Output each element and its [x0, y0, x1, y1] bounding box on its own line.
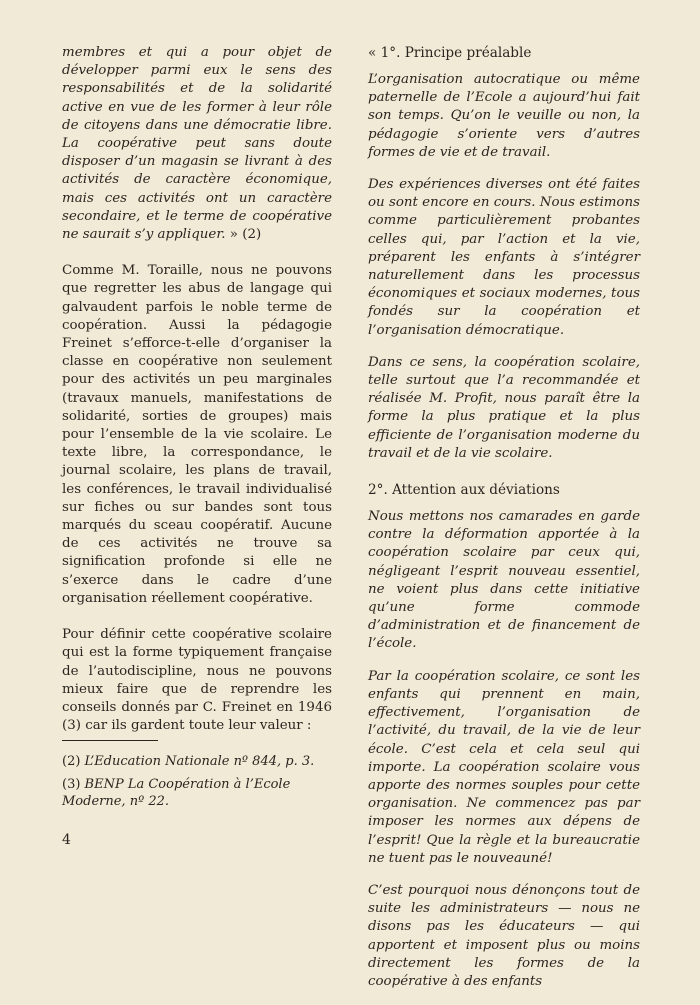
- heading-principe: « 1°. Principe préalable: [368, 45, 532, 61]
- right-column: [368, 44, 640, 1005]
- quote-end: » (2): [225, 227, 262, 243]
- footnote-rule: [62, 740, 158, 741]
- paragraph-enfants: Par la coopération scolaire, ce sont les enfants qui prennent en main, effectivement, l’organisation de l’activité, du travail, de la vie de leur école. C’est cela et cela seul qui importe. La coopération scolaire vous apporte des normes souples pour cette organisation. Ne commencez pas par imposer les normes aux dépens de l’esprit! Que la règle et la bureaucratie ne tuent pas le nouveauné!: [368, 668, 640, 866]
- heading-deviations: 2°. Attention aux déviations: [368, 482, 560, 499]
- paragraph-sens: Dans ce sens, la coopération scolaire, telle surtout que l’a recommandée et réalisée M. Profit, nous paraît être la forme la plus pratique et la plus efficiente de l’organisation moderne du travail et de la vie scolaire.: [368, 354, 640, 461]
- footnote-3-text: BENP La Coopération à l’Ecole Moderne, nº 22.: [62, 777, 291, 809]
- paragraph-garde: Nous mettons nos camarades en garde contre la déformation apportée à la coopération scolaire par ceux qui, négligeant l’esprit nouveau essentiel, ne voient plus dans cette initiative qu’une forme commode d’administration et de financement de l’école.: [368, 509, 640, 652]
- quote-continuation: [62, 44, 332, 244]
- footnote-2-text: L’Education Nationale nº 844, p. 3.: [84, 754, 315, 769]
- paragraph-experiences: Des expériences diverses ont été faites ou sont encore en cours. Nous estimons comme particulièrement probantes celles qui, par l’action et la vie, préparent les enfants à s’intégrer naturellement dans les processus économiques et sociaux modernes, tous fondés sur la coopération et l’organisation démocratique.: [368, 177, 640, 338]
- quote-text: membres et qui a pour objet de développer parmi eux le sens des responsabilités et de la solidarité active en vue de les former à leur rôle de citoyens dans une démocratie libre. La coopérative peut sans doute disposer d’un magasin se livrant à des activités de caractère économique, mais ces activités ont un caractère secondaire, et le terme de coopérative ne saurait s’y appliquer.: [62, 45, 332, 243]
- paragraph-toraille: Comme M. Toraille, nous ne pouvons que regretter les abus de langage qui galvaudent parfois le noble terme de coopération. Aussi la pédagogie Freinet s’efforce-t-elle d’organiser la classe en coopérative non seulement pour des activités un peu marginales (travaux manuels, manifestations de solidarité, sorties de groupes) mais pour l’ensemble de la vie scolaire. Le texte libre, la correspondance, le journal scolaire, les plans de travail, les conférences, le travail individualisé sur fiches ou sur bandes sont tous marqués du sceau coopératif. Aucune de ces activités ne trouve sa signification profonde si elle ne s’exerce dans le cadre d’une organisation réellement coopérative.: [62, 263, 332, 606]
- paragraph-organisation: L’organisation autocratique ou même paternelle de l’Ecole a aujourd’hui fait son temps. Qu’on le veuille ou non, la pédagogie s’oriente vers d’autres formes de vie et de travail.: [368, 72, 640, 160]
- footnote-3: [62, 776, 332, 810]
- footnote-2-number: (2): [62, 754, 85, 769]
- footnotes: [62, 740, 332, 816]
- page-number: 4: [62, 832, 71, 848]
- left-column: [62, 44, 332, 749]
- paragraph-definition: Pour définir cette coopérative scolaire qui est la forme typiquement française de l’autodiscipline, nous ne pouvons mieux faire que de reprendre les conseils donnés par C. Freinet en 1946 (3) car ils gardent toute leur valeur :: [62, 627, 332, 734]
- footnote-2: [62, 753, 332, 770]
- footnote-3-number: (3): [62, 777, 85, 792]
- paragraph-denoncons: C’est pourquoi nous dénonçons tout de suite les administrateurs — nous ne disons pas les éducateurs — qui apportent et imposent plus ou moins directement les formes de la coopérative à des enfants: [368, 882, 640, 989]
